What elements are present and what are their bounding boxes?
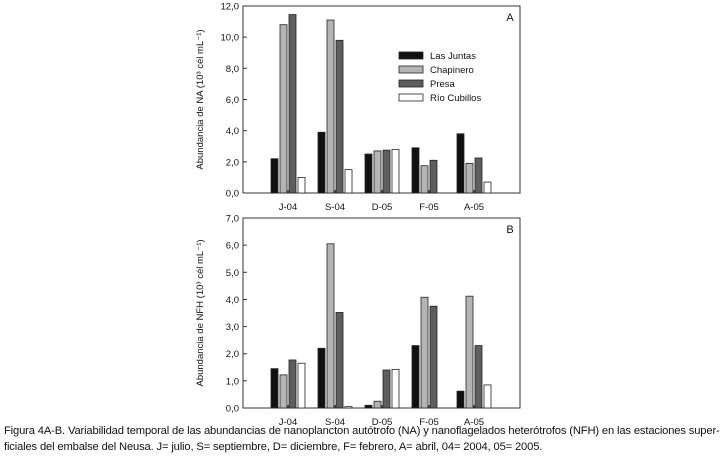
- legend-label: Las Juntas: [430, 51, 476, 62]
- x-tick-label: A-05: [463, 417, 485, 428]
- bar: [336, 40, 343, 193]
- panel-letter: B: [506, 224, 514, 236]
- bar: [345, 170, 352, 193]
- bar: [383, 150, 390, 193]
- bar: [475, 158, 482, 193]
- x-tick-label: S-04: [324, 417, 346, 428]
- y-tick-label: 5,0: [225, 267, 239, 279]
- y-tick-label: 6,0: [225, 240, 239, 252]
- caption-line-2: ficiales del embalse del Neusa. J= julio, S= septiembre, D= diciembre, F= febrero, A= abril, 04= 2004, 05= 2005.: [4, 441, 543, 453]
- bar: [457, 134, 464, 193]
- legend-swatch: [399, 66, 423, 73]
- bar: [271, 159, 278, 193]
- bar: [298, 177, 305, 193]
- legend-label: Chapinero: [430, 65, 474, 76]
- chart-panel-a: [195, 2, 520, 214]
- y-tick-label: 3,0: [225, 322, 239, 334]
- y-tick-label: 6,0: [225, 95, 239, 106]
- bar: [298, 363, 305, 408]
- x-tick-label: D-05: [371, 417, 393, 428]
- y-axis-label: Abundancia de NA (10³ cél mL⁻¹): [195, 29, 206, 170]
- y-tick-label: 2,0: [225, 157, 239, 169]
- y-tick-label: 4,0: [225, 294, 239, 306]
- bar: [412, 346, 419, 408]
- bar: [421, 166, 428, 193]
- panel-letter: A: [506, 12, 514, 24]
- bar: [365, 154, 372, 193]
- y-tick-label: 12,0: [220, 1, 239, 13]
- caption-line-1: Figura 4A-B. Variabilidad temporal de las abundancias de nanoplancton autótrofo (NA) y nanoflagelados heterótrofos (NFH) en las estaciones super-: [4, 425, 720, 437]
- bar: [392, 369, 399, 408]
- x-tick-label: J-04: [278, 202, 298, 213]
- bar: [280, 25, 287, 193]
- bar: [484, 182, 491, 193]
- bar: [327, 20, 334, 193]
- y-tick-label: 8,0: [225, 63, 239, 75]
- bar: [345, 407, 352, 408]
- x-tick-label: D-05: [371, 202, 393, 213]
- y-tick-label: 7,0: [225, 213, 239, 225]
- x-tick-label: A-05: [463, 202, 485, 213]
- bar: [392, 149, 399, 193]
- bar: [421, 297, 428, 408]
- y-tick-label: 2,0: [225, 349, 239, 361]
- legend-swatch: [399, 80, 423, 87]
- bar: [365, 405, 372, 408]
- bar: [280, 375, 287, 408]
- y-tick-label: 0,0: [225, 188, 239, 200]
- bar: [327, 244, 334, 408]
- bar: [412, 148, 419, 193]
- x-tick-label: F-05: [419, 417, 439, 428]
- legend-swatch: [399, 52, 423, 59]
- x-tick-label: S-04: [324, 202, 346, 213]
- legend-swatch: [399, 94, 423, 101]
- bar: [466, 296, 473, 408]
- bar: [457, 391, 464, 408]
- y-tick-label: 1,0: [225, 376, 239, 388]
- bar: [383, 370, 390, 408]
- bar: [430, 306, 437, 408]
- bar: [430, 160, 437, 193]
- bar: [374, 401, 381, 408]
- bar: [466, 163, 473, 193]
- chart-panel-b: [195, 214, 520, 429]
- y-tick-label: 10,0: [220, 32, 239, 44]
- y-tick-label: 4,0: [225, 126, 239, 138]
- legend-label: Río Cubillos: [430, 93, 482, 104]
- bar: [289, 15, 296, 193]
- x-tick-label: F-05: [419, 202, 439, 213]
- y-tick-label: 0,0: [225, 403, 239, 415]
- x-tick-label: J-04: [278, 417, 298, 428]
- bar: [318, 132, 325, 193]
- bar: [374, 151, 381, 193]
- legend-label: Presa: [430, 79, 455, 90]
- bar: [289, 360, 296, 408]
- bar: [318, 348, 325, 408]
- y-axis-label: Abundancia de NFH (10³ cél mL⁻¹): [195, 239, 206, 387]
- bar: [475, 346, 482, 408]
- bar: [484, 385, 491, 408]
- bar: [336, 312, 343, 408]
- figure-caption: [4, 423, 720, 455]
- bar: [271, 369, 278, 408]
